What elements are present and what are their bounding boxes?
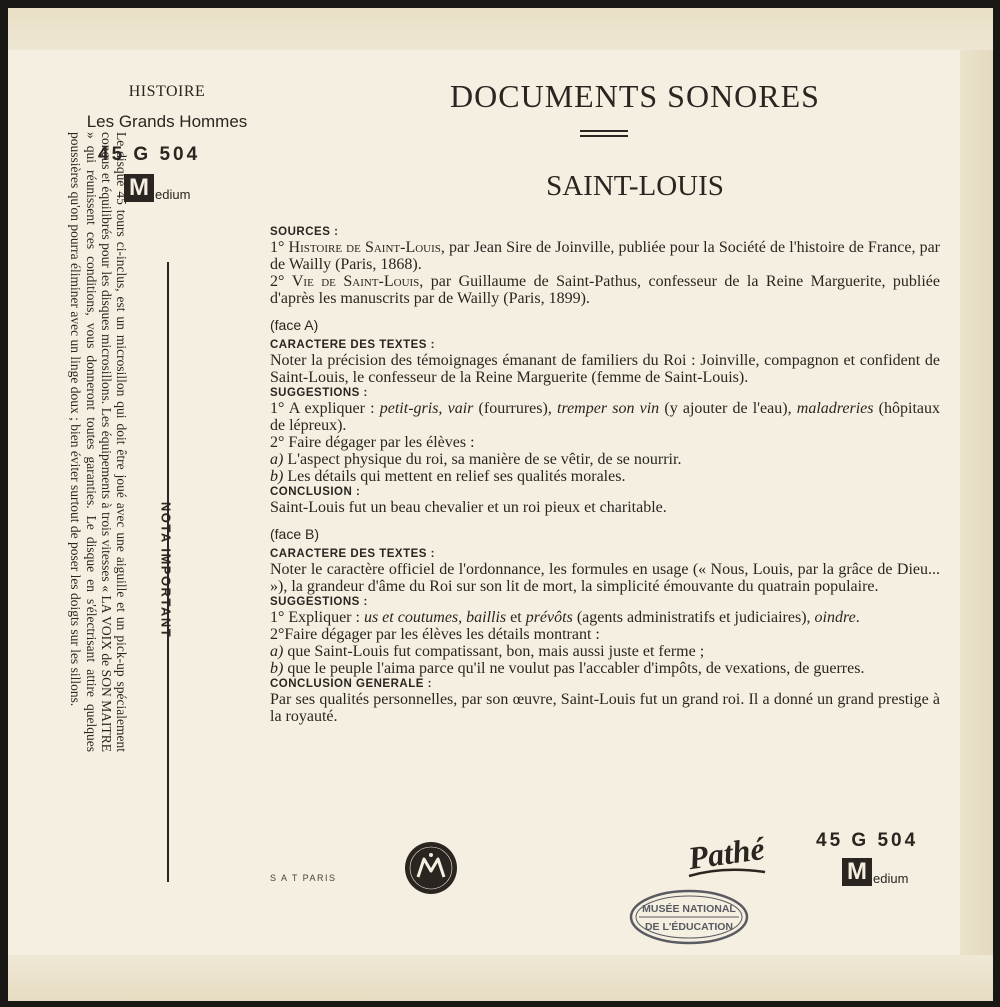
catalog-number-footer: 45 G 504 [816,830,919,851]
source-1: 1° Histoire de Saint-Louis, par Jean Sire de Joinville, publiée pour la Société de l'histoire de France, par de Wailly (Paris, 1868). [270,239,941,273]
face-b-caractere-heading: CARACTERE DES TEXTES : [270,548,435,560]
printer-mark: S A T PARIS [270,873,337,883]
category-label: HISTOIRE [128,83,206,100]
medium-logo-footer [842,858,908,886]
face-b-conclusion-text: Par ses qualités personnelles, par son œuvre, Saint-Louis fut un grand roi. Il a donné un grand prestige à la royauté. [270,691,940,725]
medium-m-icon: M [842,858,872,886]
face-a-label: (face A) [270,317,319,333]
face-a-suggestion-2: 2° Faire dégager par les élèves : [270,434,475,451]
face-b-suggestion-2a: a) que Saint-Louis fut compatissant, bon, mais aussi juste et ferme ; [270,643,705,660]
source-2: 2° Vie de Saint-Louis, par Guillaume de Saint-Pathus, confesseur de la Reine Marguerite, publiée d'après les manuscrits par de Wailly (Paris, 1899). [270,273,940,307]
face-a-suggestion-2b: b) Les détails qui mettent en relief ses qualités morales. [270,468,626,485]
face-b-suggestion-2b: b) que le peuple l'aima parce qu'il ne voulut pas l'accabler d'impôts, de vexations, de guerres. [270,660,865,677]
face-a-suggestion-1: 1° A expliquer : petit-gris, vair (fourrures), tremper son vin (y ajouter de l'eau), maladreries (hôpitaux de lépreux). [270,400,940,434]
face-a-caractere-heading: CARACTERE DES TEXTES : [270,339,435,351]
nota-heading-text: NOTA IMPORTANT [158,501,174,639]
face-b-suggestions-heading: SUGGESTIONS : [270,596,368,608]
medium-m-icon: M [124,174,154,202]
nota-heading [151,490,181,650]
face-b-suggestion-1: 1° Expliquer : us et coutumes, baillis et prévôts (agents administratifs et judiciaires), oindre. [270,609,860,626]
sources-heading: SOURCES : [270,226,339,238]
face-a-caractere-text: Noter la précision des témoignages émanant de familiers du Roi : Joinville, compagnon et confident de Saint-Louis, le confesseur de la Reine Marguerite (femme de Saint-Louis). [270,352,940,386]
sleeve-bottom-fold [8,955,993,1001]
title-rule-2 [580,135,628,137]
page-title: DOCUMENTS SONORES [450,78,820,114]
liner-notes [270,225,940,725]
face-a-conclusion-heading: CONCLUSION : [270,486,361,498]
face-b-conclusion-heading: CONCLUSION GENERALE : [270,678,432,690]
series-label: Les Grands Hommes [86,112,248,131]
medium-label: edium [155,187,191,202]
nota-body [35,132,129,752]
medium-label: edium [873,871,909,886]
stamp-line-2: DE L'ÉDUCATION [644,921,734,933]
pathe-logo [683,828,771,884]
record-title: SAINT-LOUIS [546,170,724,202]
title-rule-1 [580,130,628,132]
stamp-line-1: MUSÉE NATIONAL [642,903,736,915]
face-a-suggestion-2a: a) L'aspect physique du roi, sa manière de se vêtir, de se nourrir. [270,451,682,468]
publisher-round-logo-icon [404,841,458,895]
medium-logo [124,174,190,202]
pathe-brand-text: Pathé [685,829,767,877]
face-a-suggestions-heading: SUGGESTIONS : [270,387,368,399]
face-b-label: (face B) [270,526,320,542]
nota-body-text: Le disque 45 tours ci-inclus, est un microsillon qui doit être joué avec une aiguille et un pick-up spécialement conçus et équilibrés pour les disques microsillons. Les équipements à trois vitesses « LA VOIX de SON MAITRE » qui réunissent ces conditions, vous donneront toutes garanties. Le disque en s'électrisant attire quelques poussières qu'on pourra éliminer avec un linge doux ; bien éviter surtout de poser les doigts sur les sillons. [68,132,129,752]
museum-stamp [627,888,751,946]
face-b-caractere-text: Noter le caractère officiel de l'ordonnance, les formules en usage (« Nous, Louis, par la grâce de Dieu... »), la grandeur d'âme du Roi sur son lit de mort, la simplicité émouvante du quatrain populaire. [270,561,940,595]
catalog-number: 45 G 504 [98,144,201,165]
face-a-conclusion-text: Saint-Louis fut un beau chevalier et un roi pieux et charitable. [270,499,667,516]
face-b-suggestion-2: 2°Faire dégager par les élèves les détails montrant : [270,626,600,643]
